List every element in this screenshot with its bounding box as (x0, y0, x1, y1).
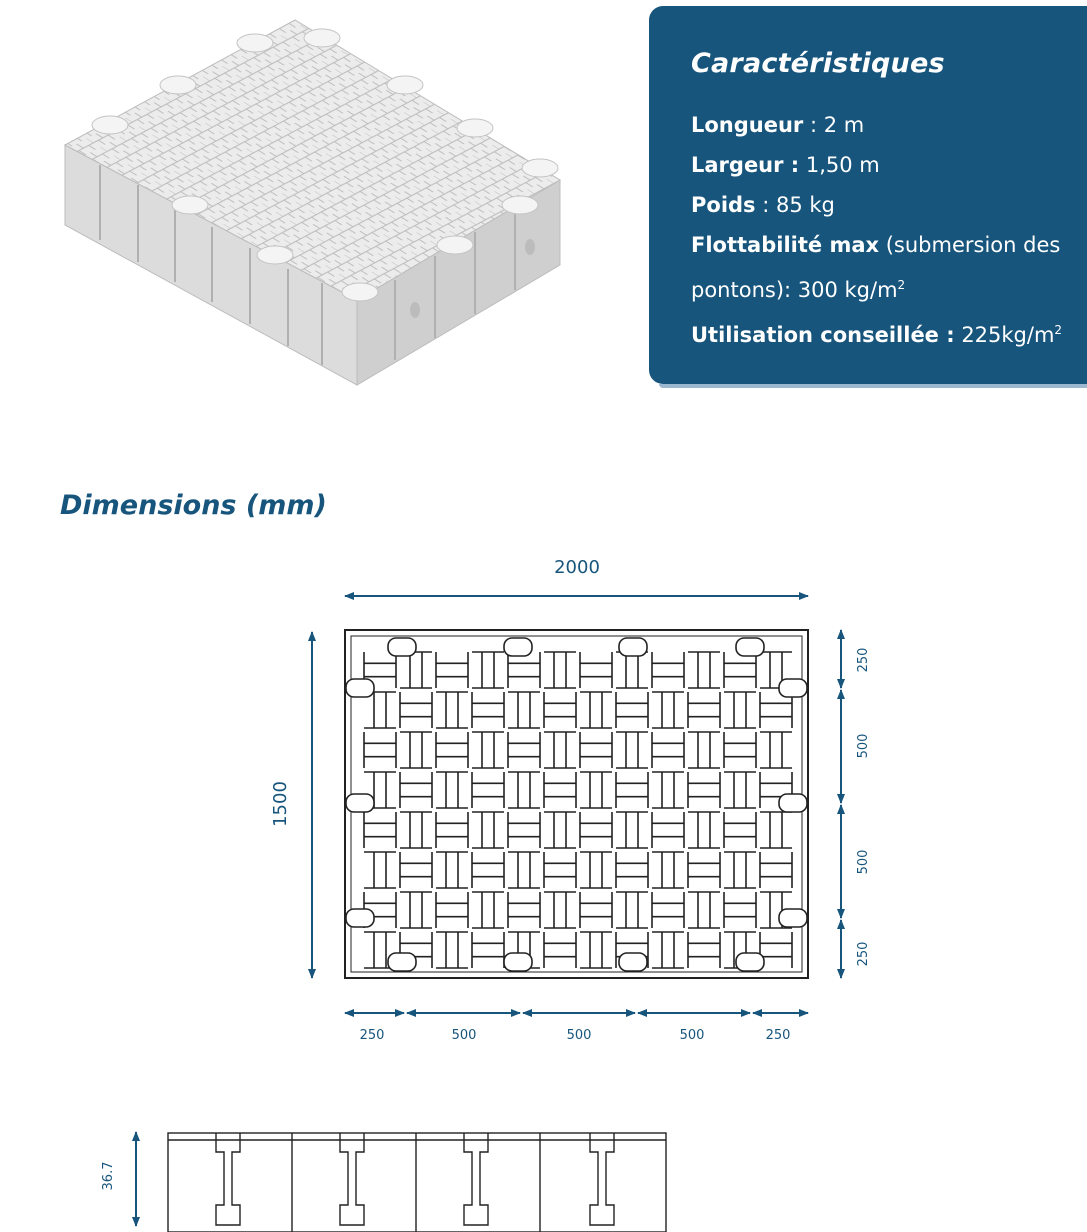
spec-length (691, 105, 1087, 145)
connection-lug (736, 638, 764, 656)
spec-buoyancy-value-line1: (submersion des (879, 233, 1061, 257)
spec-weight-value: : 85 kg (755, 193, 835, 217)
connection-lug (346, 679, 374, 697)
dimensions-title: Dimensions (mm) (60, 490, 327, 521)
side-view-drawing (95, 1120, 675, 1232)
spec-buoyancy-value-line2: pontons): 300 kg/m (691, 278, 898, 302)
connection-lug (388, 953, 416, 971)
side-post (464, 1133, 488, 1225)
dim-height: 36.7 (101, 1161, 116, 1191)
spec-width-label: Largeur : (691, 153, 800, 177)
dim-total-length: 2000 (554, 557, 600, 578)
dim-bottom-seg-2: 500 (451, 1028, 477, 1043)
spec-width (691, 145, 1087, 185)
dim-right-seg-2: 500 (856, 733, 871, 759)
spec-buoyancy-unit-sup: 2 (897, 278, 906, 292)
dim-total-width: 1500 (270, 781, 291, 827)
spec-length-label: Longueur (691, 113, 804, 137)
dim-right-seg-4: 250 (856, 941, 871, 967)
dim-right-seg-1: 250 (856, 647, 871, 673)
connection-lug (779, 794, 807, 812)
characteristics-panel (649, 6, 1087, 384)
top-view-drawing (0, 540, 1087, 1060)
side-post (340, 1133, 364, 1225)
connection-lug (779, 679, 807, 697)
spec-weight-label: Poids (691, 193, 756, 217)
spec-usage-unit-sup: 2 (1054, 323, 1063, 337)
side-post (590, 1133, 614, 1225)
spec-buoyancy-label: Flottabilité max (691, 233, 880, 257)
side-view-body (168, 1133, 666, 1232)
spec-usage-label: Utilisation conseillée : (691, 323, 955, 347)
pontoon-product-image (60, 10, 600, 390)
spec-buoyancy-cont (691, 265, 1087, 310)
dim-right-seg-3: 500 (856, 849, 871, 875)
spec-width-value: 1,50 m (799, 153, 880, 177)
connection-lug (346, 794, 374, 812)
connection-lug (504, 638, 532, 656)
dim-bottom-seg-1: 250 (359, 1028, 385, 1043)
spec-weight (691, 185, 1087, 225)
connection-lug (736, 953, 764, 971)
spec-buoyancy (691, 225, 1087, 265)
dim-bottom-seg-4: 500 (679, 1028, 705, 1043)
connection-lug (779, 909, 807, 927)
connection-lug (504, 953, 532, 971)
connection-lug (619, 953, 647, 971)
spec-length-value: : 2 m (803, 113, 865, 137)
dim-bottom-seg-3: 500 (566, 1028, 592, 1043)
spec-usage (691, 310, 1087, 355)
connection-lug (346, 909, 374, 927)
characteristics-title: Caractéristiques (691, 48, 945, 79)
spec-usage-value: 225kg/m (954, 323, 1055, 347)
connection-lug (619, 638, 647, 656)
dim-bottom-seg-5: 250 (765, 1028, 791, 1043)
side-post (216, 1133, 240, 1225)
connection-lug (388, 638, 416, 656)
